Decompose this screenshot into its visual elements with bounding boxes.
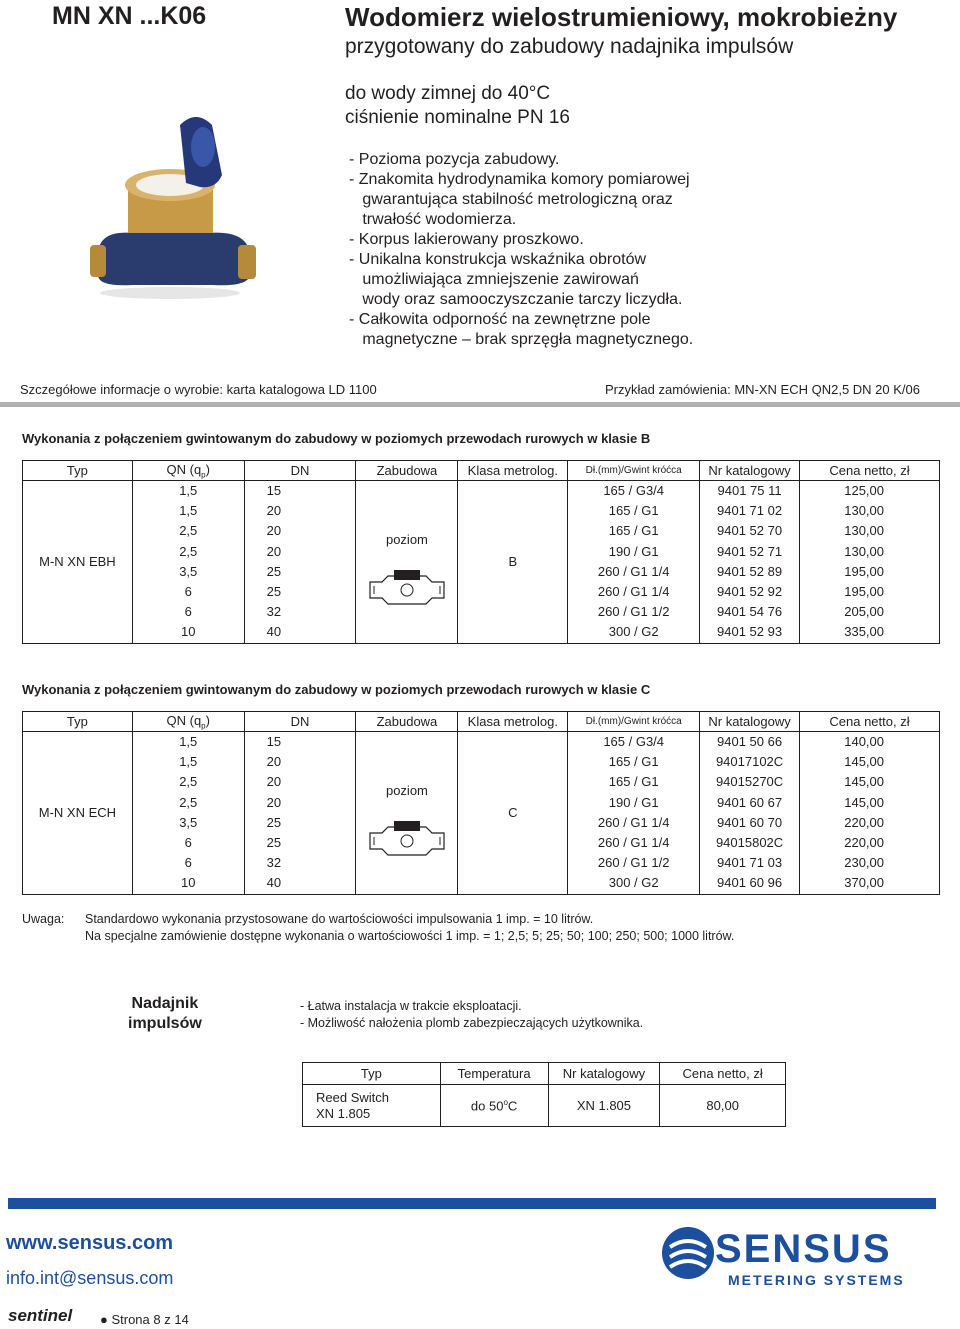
page-number: ● Strona 8 z 14 [100, 1312, 189, 1327]
price-column: 125,00 130,00 130,00 130,00 195,00 195,00 205,00 335,00 [844, 483, 884, 640]
col-type: Typ [303, 1063, 441, 1085]
model-name: M-N XN ECH [23, 732, 133, 895]
feature-item: trwałość wodomierza. [349, 211, 517, 228]
qn-column: 1,5 1,5 2,5 2,5 3,5 6 6 10 [179, 734, 198, 891]
col-qn: QN $(q_p)$ [132, 712, 244, 732]
col-catalog-number: Nr katalogowy [700, 712, 800, 732]
feature-item: magnetyczne – brak sprzęgła magnetycznego. [349, 331, 694, 348]
col-metrological-class: Klasa metrolog. [458, 712, 568, 732]
col-length-thread: Dł.(mm)/Gwint króćca [568, 461, 700, 481]
page-subtitle: przygotowany do zabudowy nadajnika impulsów [345, 35, 794, 58]
length-column: 165 / G3/4 165 / G1 165 / G1 190 / G1 260 / G1 1/4 260 / G1 1/4 260 / G1 1/2 300 / G2 [597, 734, 670, 891]
email-link[interactable]: info.int@sensus.com [6, 1268, 174, 1288]
table-body-row [23, 481, 940, 644]
col-catalog-number: Nr katalogowy [548, 1063, 660, 1085]
col-price: Cena netto, zł [800, 712, 940, 732]
transmitter-heading: Nadajnik impulsów [128, 995, 202, 1032]
transmitter-price: 80,00 [660, 1085, 786, 1127]
col-price: Cena netto, zł [660, 1063, 786, 1085]
col-price: Cena netto, zł [800, 461, 940, 481]
spec-table-class-c [22, 711, 940, 895]
section-heading-class-b: Wykonania z połączeniem gwintowanym do zabudowy w poziomych przewodach rurowych w klasie B [22, 431, 651, 446]
metrological-class-value: B [458, 481, 568, 644]
transmitter-table [302, 1062, 786, 1127]
col-mounting: Zabudowa [356, 712, 458, 732]
note-line: Standardowo wykonania przystosowane do wartościowości impulsowania 1 imp. = 10 litrów. [85, 912, 594, 926]
feature-item: - Znakomita hydrodynamika komory pomiarowej [349, 171, 690, 188]
table-header-row [23, 712, 940, 732]
page-title: Wodomierz wielostrumieniowy, mokrobieżny [345, 2, 898, 32]
col-length-thread: Dł.(mm)/Gwint króćca [568, 712, 700, 732]
spec-table-class-b [22, 460, 940, 644]
col-temperature: Temperatura [440, 1063, 548, 1085]
note-label: Uwaga: [22, 912, 65, 926]
feature-item: - Całkowita odporność na zewnętrzne pole [349, 311, 651, 328]
feature-item: - Unikalna konstrukcja wskaźnika obrotów [349, 251, 647, 268]
meter-drawing [364, 568, 450, 610]
price-column: 140,00 145,00 145,00 145,00 220,00 220,00 230,00 370,00 [844, 734, 884, 891]
website-link[interactable]: www.sensus.com [6, 1232, 174, 1254]
sensus-logo: SENSUS [715, 1227, 892, 1271]
sensus-tagline: METERING SYSTEMS [728, 1272, 905, 1288]
table-header-row [303, 1063, 786, 1085]
feature-item: umożliwiająca zmniejszenie zawirowań [349, 271, 639, 288]
note-line: Na specjalne zamówienie dostępne wykonania o wartościowości 1 imp. = 1; 2,5; 5; 25; 50; 100; 250; 500; 1000 litrów. [85, 929, 735, 943]
condition-temperature: do wody zimnej do 40°C [345, 83, 551, 104]
col-mounting: Zabudowa [356, 461, 458, 481]
dn-column: 15 20 20 20 25 25 32 40 [266, 734, 282, 891]
sensus-logo-icon [660, 1225, 716, 1281]
catalog-column: 9401 75 11 9401 71 02 9401 52 70 9401 52 71 9401 52 89 9401 52 92 9401 54 76 9401 52 93 [717, 483, 783, 640]
model-name: M-N XN EBH [23, 481, 133, 644]
feature-item: - Łatwa instalacja w trakcie eksploatacji. [300, 999, 522, 1013]
transmitter-features [300, 998, 643, 1032]
qn-column: 1,5 1,5 2,5 2,5 3,5 6 6 10 [179, 483, 198, 640]
transmitter-catalog-number: XN 1.805 [548, 1085, 660, 1127]
water-meter-photo [88, 105, 263, 305]
dn-column: 15 20 20 20 25 25 32 40 [266, 483, 282, 640]
feature-list [349, 150, 693, 350]
product-code: MN XN ...K06 [52, 2, 207, 30]
mounting-value: poziom [385, 532, 428, 547]
sentinel-logo-icon [6, 1304, 78, 1326]
transmitter-temperature: do 50$^o$C [440, 1085, 548, 1127]
metrological-class-value: C [458, 732, 568, 895]
divider [0, 402, 960, 407]
col-metrological-class: Klasa metrolog. [458, 461, 568, 481]
feature-item: wody oraz samooczyszczanie tarczy liczydła. [349, 291, 683, 308]
order-example: Przykład zamówienia: MN-XN ECH QN2,5 DN 20 K/06 [605, 382, 920, 397]
condition-pressure: ciśnienie nominalne PN 16 [345, 107, 570, 128]
length-column: 165 / G3/4 165 / G1 165 / G1 190 / G1 260 / G1 1/4 260 / G1 1/4 260 / G1 1/2 300 / G2 [597, 483, 670, 640]
table-body-row [23, 732, 940, 895]
col-qn: QN $(q_p)$ [132, 461, 244, 481]
svg-text:sentinel: sentinel [8, 1306, 73, 1325]
col-catalog-number: Nr katalogowy [700, 461, 800, 481]
feature-item: - Możliwość nałożenia plomb zabezpieczających użytkownika. [300, 1016, 644, 1030]
col-dn: DN [244, 461, 356, 481]
feature-item: gwarantująca stabilność metrologiczną oraz [349, 191, 673, 208]
sentinel-logo [6, 1304, 78, 1326]
col-type: Typ [23, 461, 133, 481]
catalog-reference: Szczegółowe informacje o wyrobie: karta katalogowa LD 1100 [20, 382, 377, 397]
mounting-value: poziom [385, 783, 428, 798]
bullet-icon: ● [100, 1312, 112, 1327]
meter-drawing [364, 819, 450, 861]
table-header-row [23, 461, 940, 481]
col-dn: DN [244, 712, 356, 732]
transmitter-type: Reed Switch XN 1.805 [303, 1085, 441, 1127]
feature-item: - Korpus lakierowany proszkowo. [349, 231, 584, 248]
table-row [303, 1085, 786, 1127]
catalog-column: 9401 50 66 94017102C 94015270C 9401 60 67 9401 60 70 94015802C 9401 71 03 9401 60 96 [715, 734, 784, 891]
section-heading-class-c: Wykonania z połączeniem gwintowanym do zabudowy w poziomych przewodach rurowych w klasie C [22, 682, 651, 697]
feature-item: - Pozioma pozycja zabudowy. [349, 151, 560, 168]
footer-band [8, 1198, 936, 1209]
col-type: Typ [23, 712, 133, 732]
